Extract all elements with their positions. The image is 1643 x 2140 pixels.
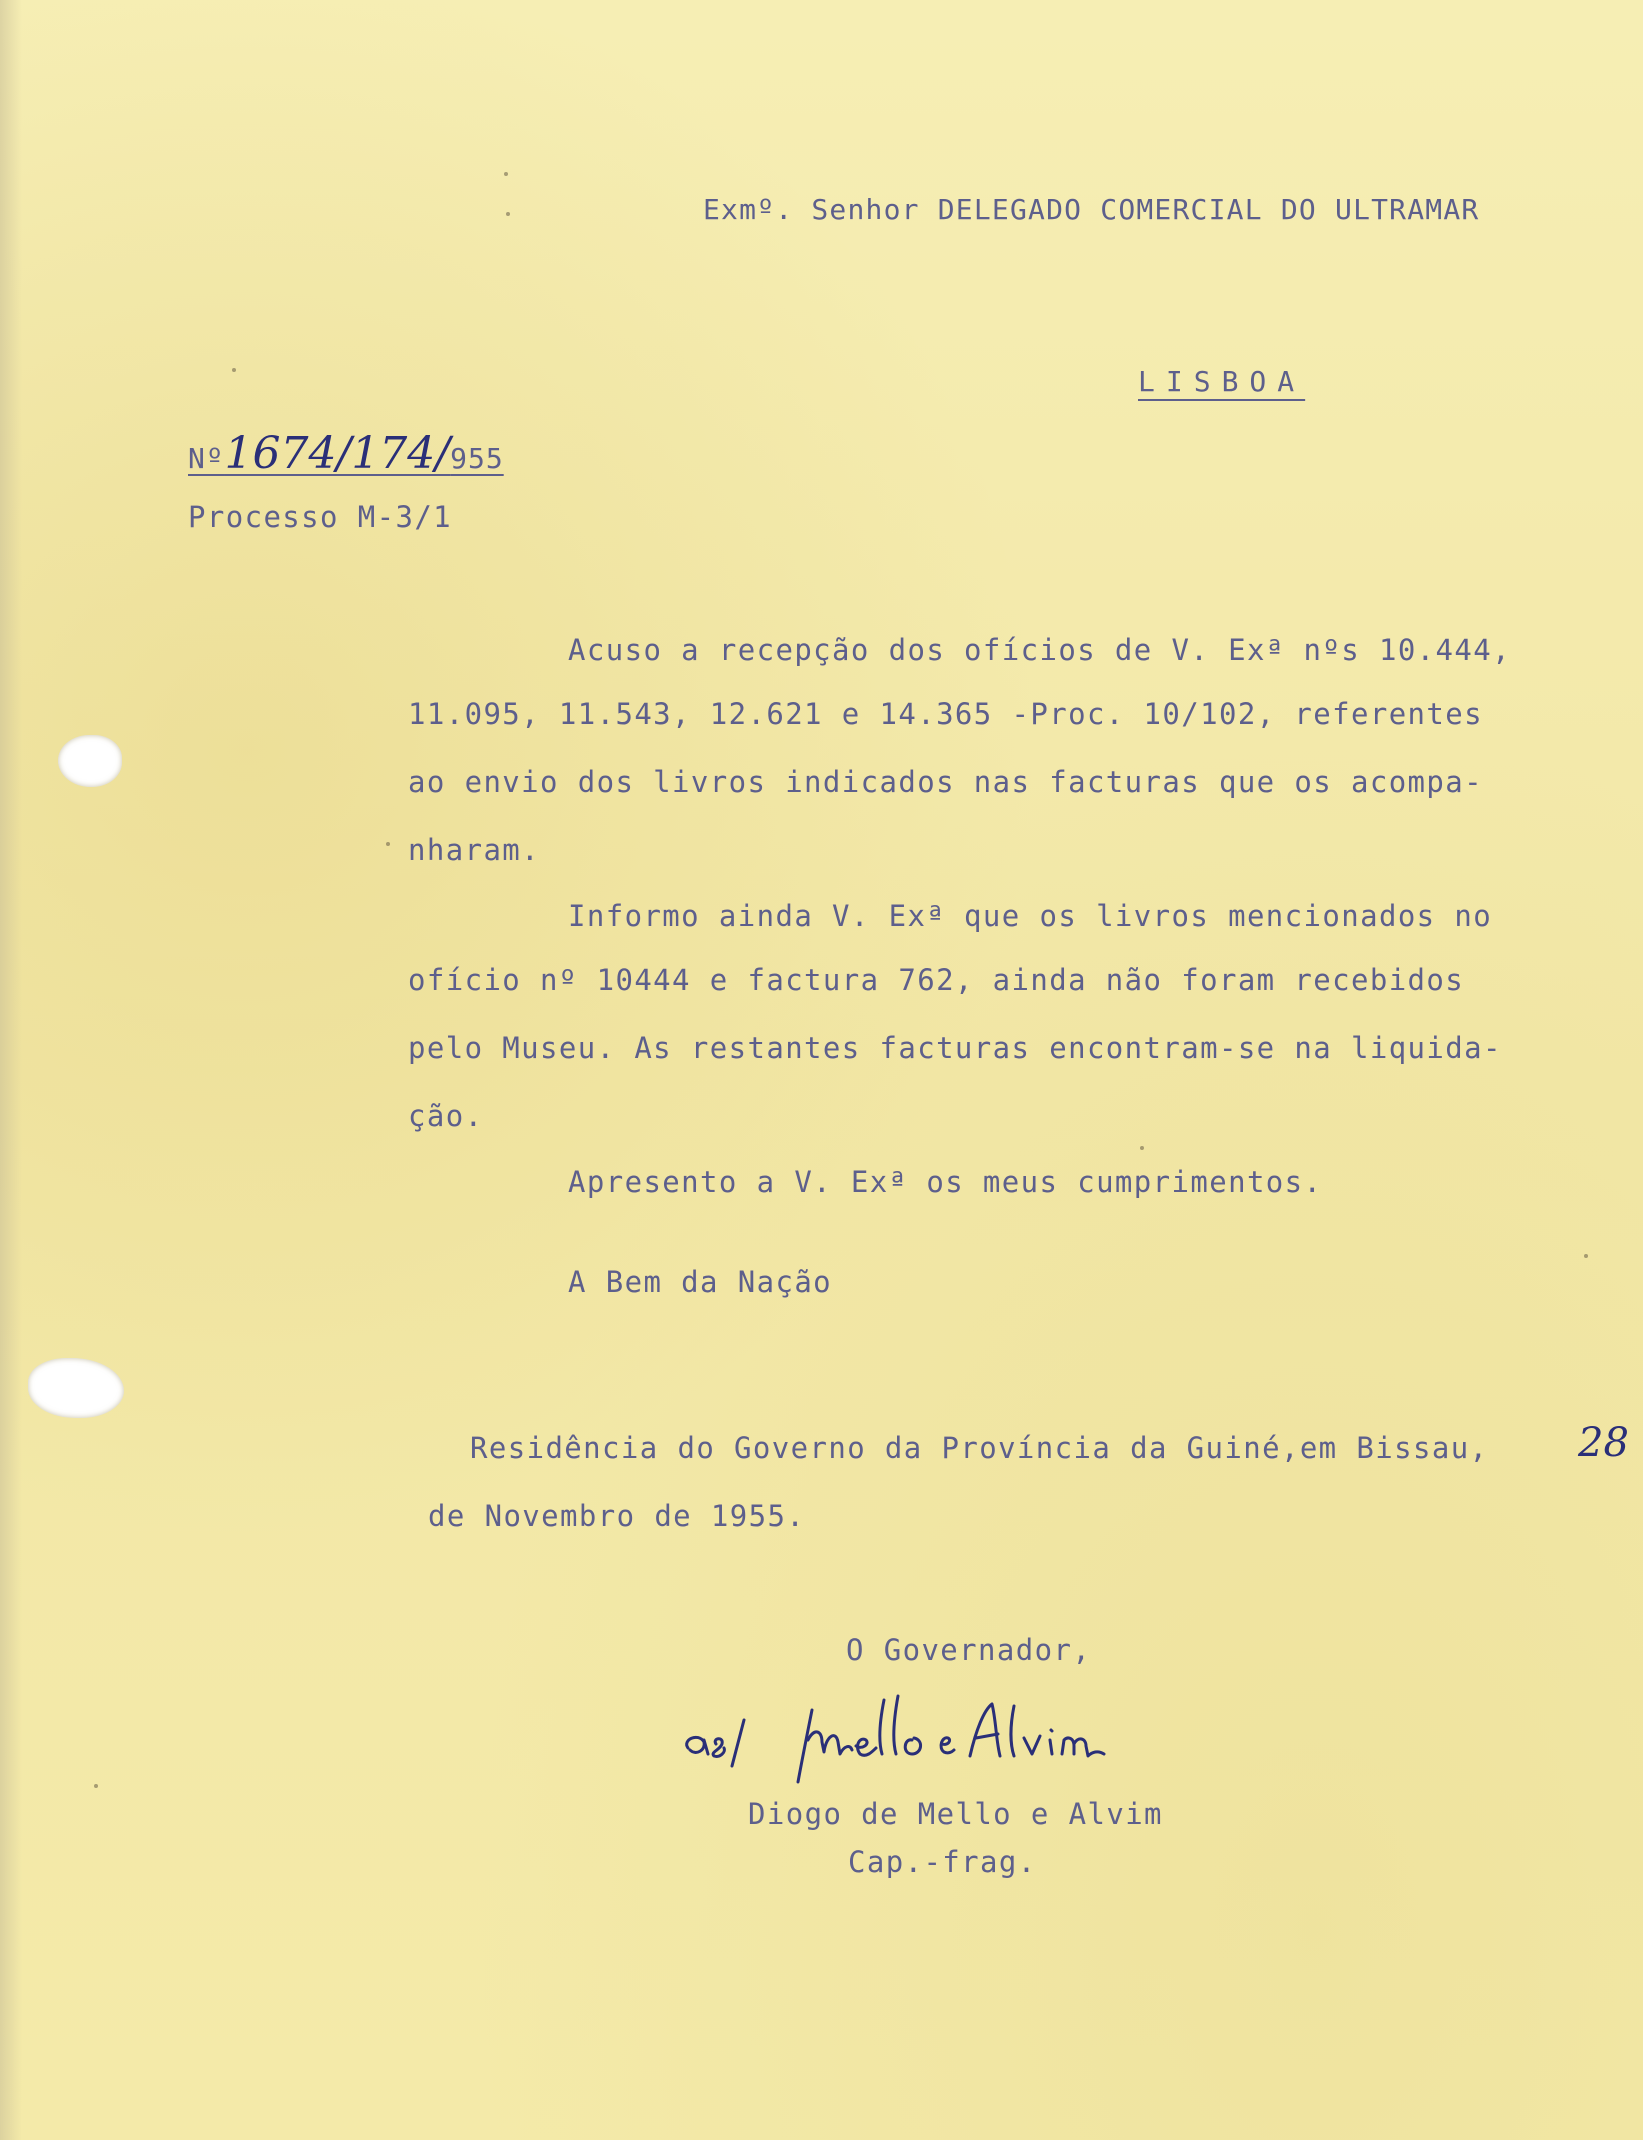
body-line-5: Informo ainda V. Exª que os livros mencionados no	[568, 899, 1493, 933]
paper-speck	[94, 1784, 98, 1788]
body-line-4: nharam.	[408, 833, 541, 867]
punch-hole-bottom	[28, 1358, 124, 1418]
handwritten-day: 28	[1578, 1420, 1629, 1466]
body-line-2: 11.095, 11.543, 12.621 e 14.365 -Proc. 10/102, referentes	[408, 697, 1483, 731]
paper-speck	[506, 212, 510, 216]
signatory-rank: Cap.-frag.	[848, 1845, 1037, 1879]
punch-hole-top	[58, 735, 122, 787]
closing-formula: A Bem da Nação	[568, 1265, 833, 1299]
handwritten-signature	[680, 1670, 1220, 1790]
body-line-1: Acuso a recepção dos ofícios de V. Exª nºs 10.444,	[568, 633, 1511, 667]
body-line-3: ao envio dos livros indicados nas facturas que os acompa-	[408, 765, 1483, 799]
body-line-7: pelo Museu. As restantes facturas encontram-se na liquida-	[408, 1031, 1502, 1065]
reference-year: 955	[450, 442, 504, 475]
process-number: Processo M-3/1	[188, 500, 453, 534]
reference-number	[188, 428, 504, 479]
body-line-6: ofício nº 10444 e factura 762, ainda não foram recebidos	[408, 963, 1465, 997]
city-heading: LISBOA	[1138, 365, 1306, 398]
paper-speck	[232, 368, 236, 372]
paper-speck	[504, 172, 508, 176]
addressee-line: Exmº. Senhor DELEGADO COMERCIAL DO ULTRAMAR	[703, 193, 1480, 226]
body-line-8: ção.	[408, 1099, 484, 1133]
place-line-1: Residência do Governo da Província da Guiné,em Bissau,	[470, 1431, 1489, 1465]
paper-speck	[1140, 1146, 1144, 1150]
paper-speck	[386, 842, 390, 846]
signatory-name: Diogo de Mello e Alvim	[748, 1797, 1163, 1831]
signatory-title: O Governador,	[846, 1633, 1092, 1667]
reference-prefix: Nº	[188, 442, 225, 475]
body-line-9: Apresento a V. Exª os meus cumprimentos.	[568, 1165, 1323, 1199]
reference-handwritten: 1674/174/	[224, 428, 451, 479]
paper-speck	[1584, 1254, 1588, 1258]
paper-edge-shadow	[0, 0, 22, 2140]
place-line-2: de Novembro de 1955.	[428, 1499, 806, 1533]
